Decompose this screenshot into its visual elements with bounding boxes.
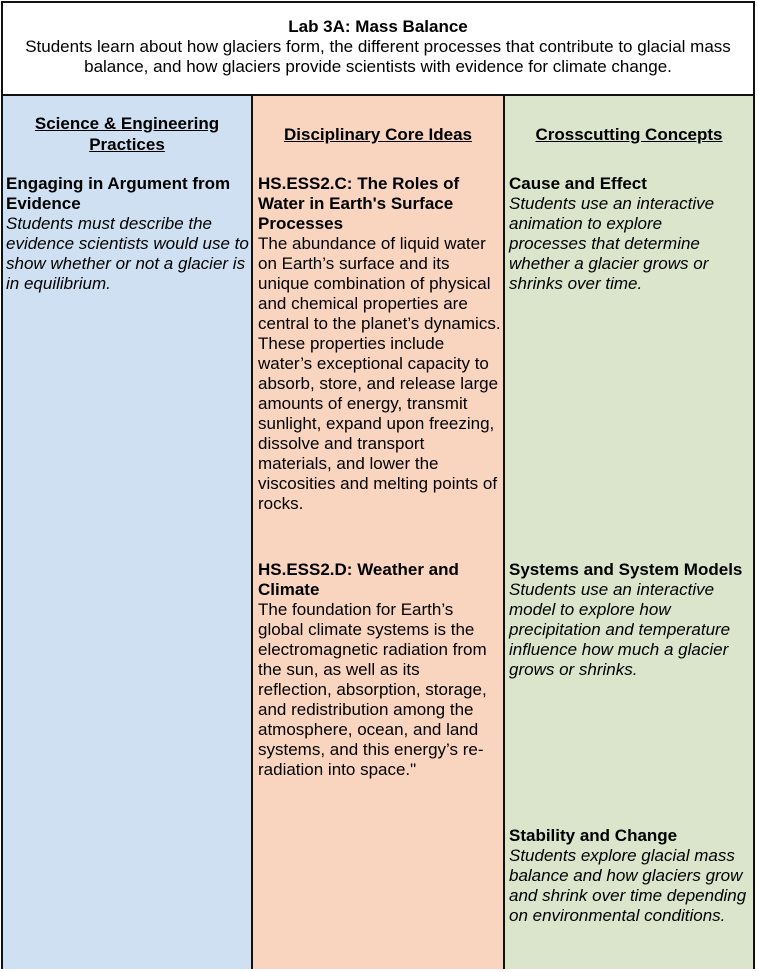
practice-item-title: Engaging in Argument from Evidence bbox=[6, 174, 231, 213]
concept-item-title: Cause and Effect bbox=[509, 174, 647, 193]
core-idea-item-text: The abundance of liquid water on Earth’s surface and its unique combination of physical and chemical properties are central to the planet’s dynamics. These properties include water’s exceptional capacity to absorb, store, and release large amounts of energy, transmit sunlight, expand upon freezing, dissolve and transport materials, and lower the viscosities and melting points of rocks. bbox=[258, 234, 501, 513]
concept-item-text: Students explore glacial mass balance and how glaciers grow and shrink over time depending on environmental conditions. bbox=[509, 846, 747, 925]
title-section bbox=[3, 3, 753, 96]
core-ideas-heading: Disciplinary Core Ideas bbox=[283, 125, 473, 144]
concept-item-title: Systems and System Models bbox=[509, 560, 743, 579]
crosscutting-column bbox=[505, 96, 753, 969]
lab-title: Lab 3A: Mass Balance bbox=[288, 17, 468, 36]
core-idea-item bbox=[258, 560, 495, 780]
practices-heading: Science & Engineering Practices bbox=[34, 114, 220, 154]
core-idea-item-text: The foundation for Earth’s global climate systems is the electromagnetic radiation from the sun, as well as its reflection, absorption, storage, and redistribution among the atmosphere, ocean, and land systems, and this energy’s re-radiation into space." bbox=[258, 600, 487, 779]
concept-item bbox=[509, 174, 741, 294]
crosscutting-heading: Crosscutting Concepts bbox=[535, 125, 723, 144]
core-ideas-column bbox=[253, 96, 505, 969]
concept-item-text: Students use an interactive model to explore how precipitation and temperature influence how much a glacier grows or shrinks. bbox=[509, 580, 731, 679]
core-idea-item-title: HS.ESS2.C: The Roles of Water in Earth's Surface Processes bbox=[258, 174, 460, 233]
lab-table bbox=[1, 1, 755, 969]
core-idea-item bbox=[258, 174, 501, 514]
concept-item bbox=[509, 560, 751, 680]
core-idea-item-title: HS.ESS2.D: Weather and Climate bbox=[258, 560, 459, 599]
lab-description: Students learn about how glaciers form, the different processes that contribute to glacial mass balance, and how glaciers provide scientists with evidence for climate change. bbox=[25, 37, 731, 76]
concept-item-title: Stability and Change bbox=[509, 826, 678, 845]
practice-item-text: Students must describe the evidence scientists would use to show whether or not a glacier is in equilibrium. bbox=[6, 214, 249, 293]
practices-column bbox=[3, 96, 253, 969]
concept-item-text: Students use an interactive animation to explore processes that determine whether a glacier grows or shrinks over time. bbox=[509, 194, 715, 293]
concept-item bbox=[509, 826, 753, 926]
practice-item bbox=[6, 174, 251, 294]
